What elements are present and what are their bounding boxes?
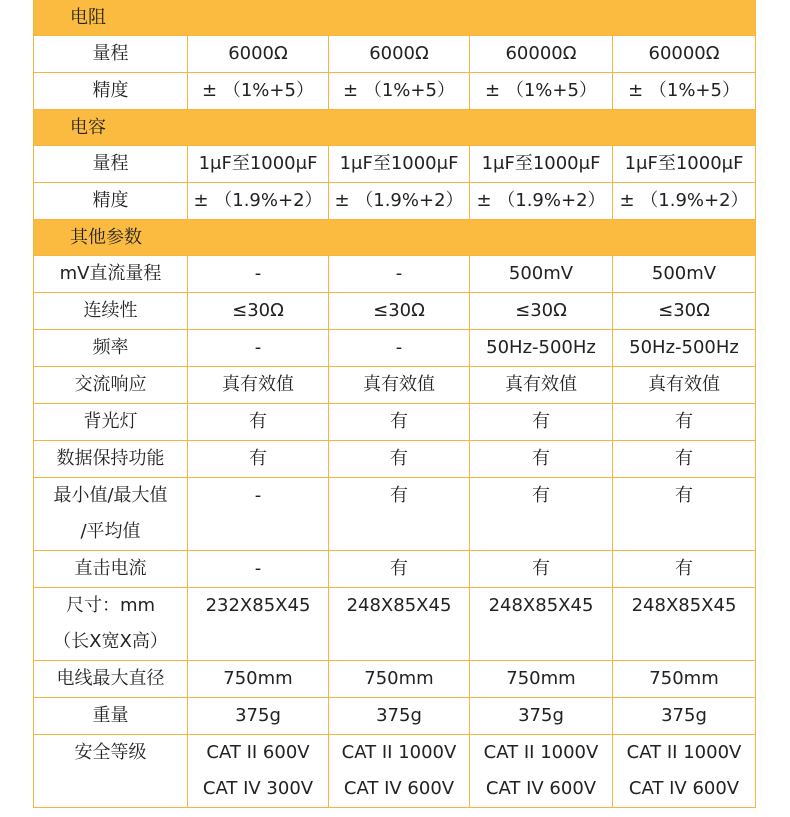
row-label: 连续性	[34, 293, 188, 330]
table-cell: ≤30Ω	[188, 293, 329, 330]
table-cell: -	[329, 330, 470, 367]
table-cell: 有	[188, 441, 329, 478]
table-cell: 有	[613, 551, 756, 588]
spec-table	[33, 0, 756, 808]
table-cell: 1μF至1000μF	[470, 146, 613, 183]
row-label: 频率	[34, 330, 188, 367]
table-cell: 有	[329, 551, 470, 588]
row-label-line: /平均值	[80, 521, 141, 542]
table-cell: 750mm	[470, 661, 613, 698]
table-cell: ± （1%+5）	[329, 73, 470, 110]
section-header-other	[34, 220, 756, 256]
table-cell: 375g	[470, 698, 613, 735]
cell-line: CAT IV 600V	[628, 778, 740, 799]
table-cell: 有	[470, 404, 613, 441]
table-row	[34, 735, 756, 808]
section-title: 电阻	[34, 0, 756, 36]
table-cell: 有	[470, 478, 613, 551]
cell-line: CAT II 600V	[206, 742, 310, 763]
table-row	[34, 661, 756, 698]
table-cell: 有	[470, 441, 613, 478]
table-cell	[329, 735, 470, 808]
table-cell: ± （1.9%+2）	[188, 183, 329, 220]
table-cell: 有	[470, 551, 613, 588]
table-cell: 500mV	[470, 256, 613, 293]
table-cell: -	[188, 330, 329, 367]
table-cell: 有	[613, 404, 756, 441]
row-label: 精度	[34, 183, 188, 220]
table-cell: ± （1.9%+2）	[613, 183, 756, 220]
table-cell: 60000Ω	[613, 36, 756, 73]
table-cell: -	[188, 478, 329, 551]
table-cell: 有	[613, 478, 756, 551]
table-cell: 375g	[188, 698, 329, 735]
table-cell: 真有效值	[329, 367, 470, 404]
table-cell: 有	[329, 441, 470, 478]
table-cell: 248X85X45	[470, 588, 613, 661]
table-cell: 50Hz-500Hz	[470, 330, 613, 367]
table-row	[34, 183, 756, 220]
table-cell: 375g	[613, 698, 756, 735]
cell-line: CAT IV 300V	[202, 778, 314, 799]
section-header-capacitance	[34, 110, 756, 146]
table-cell: ± （1%+5）	[613, 73, 756, 110]
table-cell: 6000Ω	[188, 36, 329, 73]
table-cell: 有	[613, 441, 756, 478]
table-row	[34, 330, 756, 367]
table-row	[34, 73, 756, 110]
table-cell: ≤30Ω	[613, 293, 756, 330]
table-cell: 1μF至1000μF	[188, 146, 329, 183]
section-title: 其他参数	[34, 220, 756, 256]
table-cell: 真有效值	[470, 367, 613, 404]
table-row	[34, 146, 756, 183]
row-label: 交流响应	[34, 367, 188, 404]
table-cell: 真有效值	[188, 367, 329, 404]
section-title: 电容	[34, 110, 756, 146]
row-label: 电线最大直径	[34, 661, 188, 698]
cell-line: CAT II 1000V	[626, 742, 742, 763]
table-row	[34, 36, 756, 73]
table-cell: ≤30Ω	[470, 293, 613, 330]
table-cell: 750mm	[613, 661, 756, 698]
table-cell: 750mm	[188, 661, 329, 698]
row-label-line: （长X宽X高）	[53, 631, 168, 652]
row-label: 数据保持功能	[34, 441, 188, 478]
table-row	[34, 256, 756, 293]
table-cell: 248X85X45	[613, 588, 756, 661]
row-label: 量程	[34, 36, 188, 73]
table-cell: 500mV	[613, 256, 756, 293]
table-cell: ± （1%+5）	[188, 73, 329, 110]
row-label: 背光灯	[34, 404, 188, 441]
table-row	[34, 698, 756, 735]
table-row	[34, 588, 756, 661]
table-cell: -	[188, 256, 329, 293]
table-cell: 60000Ω	[470, 36, 613, 73]
row-label: 量程	[34, 146, 188, 183]
table-cell: 真有效值	[613, 367, 756, 404]
table-cell: 232X85X45	[188, 588, 329, 661]
cell-line: CAT IV 600V	[343, 778, 455, 799]
table-cell: ≤30Ω	[329, 293, 470, 330]
table-cell	[470, 735, 613, 808]
table-cell: 750mm	[329, 661, 470, 698]
table-cell	[613, 735, 756, 808]
table-row	[34, 404, 756, 441]
row-label	[34, 478, 188, 551]
row-label: 安全等级	[34, 735, 188, 808]
table-row	[34, 551, 756, 588]
table-cell: -	[329, 256, 470, 293]
table-cell: 375g	[329, 698, 470, 735]
table-cell: ± （1.9%+2）	[470, 183, 613, 220]
row-label: mV直流量程	[34, 256, 188, 293]
table-cell: 1μF至1000μF	[613, 146, 756, 183]
row-label-line: 尺寸：mm	[65, 595, 156, 616]
table-row	[34, 478, 756, 551]
section-header-resistance	[34, 0, 756, 36]
table-cell: 有	[329, 478, 470, 551]
row-label	[34, 588, 188, 661]
table-cell: ± （1.9%+2）	[329, 183, 470, 220]
table-cell: 50Hz-500Hz	[613, 330, 756, 367]
row-label: 重量	[34, 698, 188, 735]
table-cell: -	[188, 551, 329, 588]
table-cell: 有	[188, 404, 329, 441]
cell-line: CAT II 1000V	[483, 742, 599, 763]
row-label: 精度	[34, 73, 188, 110]
table-cell: ± （1%+5）	[470, 73, 613, 110]
table-cell: 248X85X45	[329, 588, 470, 661]
table-row	[34, 293, 756, 330]
row-label: 直击电流	[34, 551, 188, 588]
table-cell: 6000Ω	[329, 36, 470, 73]
table-cell: 1μF至1000μF	[329, 146, 470, 183]
table-row	[34, 367, 756, 404]
cell-line: CAT II 1000V	[341, 742, 457, 763]
table-cell	[188, 735, 329, 808]
table-row	[34, 441, 756, 478]
table-cell: 有	[329, 404, 470, 441]
row-label-line: 最小值/最大值	[53, 485, 168, 506]
cell-line: CAT IV 600V	[485, 778, 597, 799]
